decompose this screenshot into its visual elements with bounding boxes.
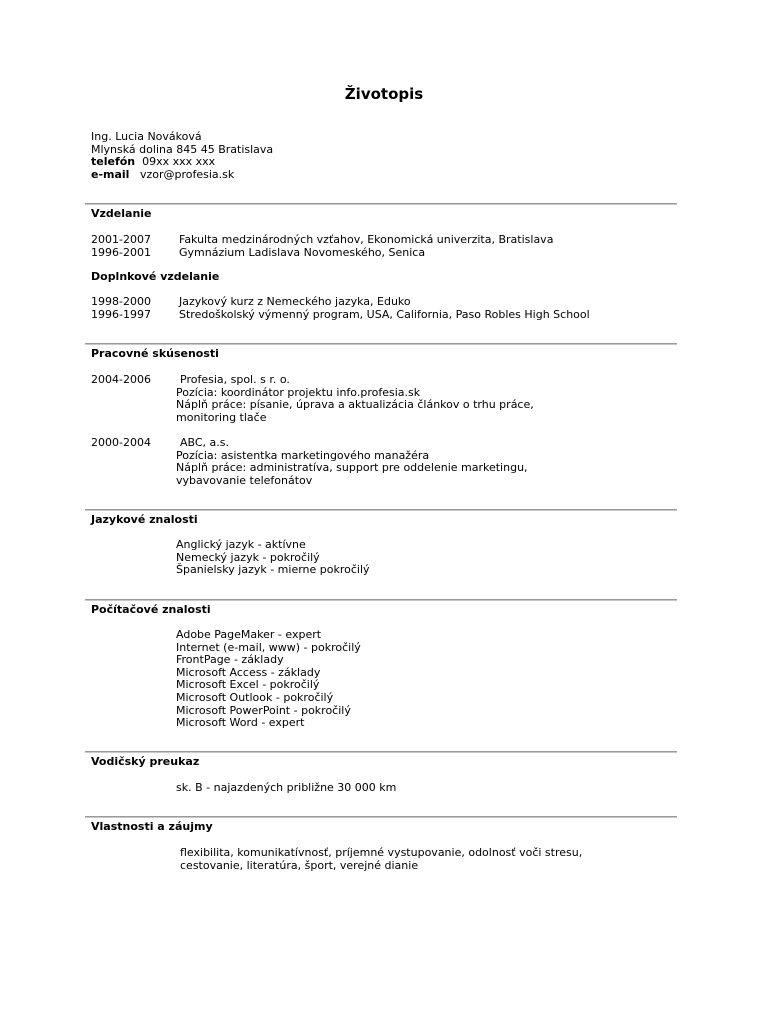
section-divider	[85, 203, 677, 205]
education-years: 1996-2001	[91, 245, 151, 259]
language-item: Anglický jazyk - aktívne	[176, 538, 306, 551]
document-title: Životopis	[344, 85, 424, 103]
language-item: Nemecký jazyk - pokročilý	[176, 550, 320, 564]
experience-details	[176, 450, 528, 488]
experience-company: ABC, a.s.	[180, 436, 230, 449]
computer-item: FrontPage - základy	[176, 653, 284, 667]
additional-education-text: Stredoškolský výmenný program, USA, California, Paso Robles High School	[179, 307, 590, 321]
contact-address: Mlynská dolina 845 45 Bratislava	[91, 142, 274, 156]
experience-position: Pozícia: asistentka marketingového manažéra	[176, 448, 430, 462]
license-heading: Vodičský preukaz	[91, 755, 200, 768]
experience-duties: vybavovanie telefonátov	[176, 473, 313, 487]
section-divider	[85, 343, 677, 345]
experience-position: Pozícia: koordinátor projektu info.profesia.sk	[176, 385, 421, 399]
education-heading: Vzdelanie	[91, 207, 152, 220]
phone-value: 09xx xxx xxx	[142, 155, 216, 169]
contact-email-row	[91, 169, 273, 182]
license-text: sk. B - najazdených približne 30 000 km	[176, 781, 397, 794]
languages-heading: Jazykové znalosti	[91, 513, 198, 526]
interests-line: flexibilita, komunikatívnosť, príjemné vystupovanie, odolnosť voči stresu,	[180, 846, 583, 859]
contact-name: Ing. Lucia Nováková	[91, 130, 202, 143]
education-text: Fakulta medzinárodných vzťahov, Ekonomická univerzita, Bratislava	[179, 233, 554, 246]
interests-heading: Vlastnosti a záujmy	[91, 820, 213, 833]
experience-years: 2004-2006	[91, 373, 151, 386]
contact-block	[91, 131, 273, 181]
experience-heading: Pracovné skúsenosti	[91, 347, 219, 360]
additional-education-years: 1998-2000	[91, 295, 151, 308]
computer-item: Microsoft Access - základy	[176, 665, 321, 679]
computer-item: Microsoft Excel - pokročilý	[176, 678, 320, 692]
computer-item: Microsoft PowerPoint - pokročilý	[176, 703, 351, 717]
experience-duties: Náplň práce: písanie, úprava a aktualizácia článkov o trhu práce,	[176, 398, 534, 412]
email-label: e-mail	[91, 167, 130, 181]
experience-company: Profesia, spol. s r. o.	[180, 373, 290, 386]
additional-education-text: Jazykový kurz z Nemeckého jazyka, Eduko	[179, 295, 411, 308]
interests-line: cestovanie, literatúra, šport, verejné dianie	[180, 858, 419, 872]
computer-heading: Počítačové znalosti	[91, 603, 211, 616]
language-item: Španielsky jazyk - mierne pokročilý	[176, 563, 370, 577]
experience-years: 2000-2004	[91, 436, 151, 449]
education-years: 2001-2007	[91, 233, 151, 246]
experience-duties: Náplň práce: administratíva, support pre oddelenie marketingu,	[176, 461, 528, 475]
email-value: vzor@profesia.sk	[139, 167, 235, 181]
additional-education-item	[91, 309, 590, 322]
experience-duties: monitoring tlače	[176, 410, 267, 424]
section-divider	[85, 751, 677, 753]
computer-item: Adobe PageMaker - expert	[176, 628, 322, 641]
computer-item: Internet (e-mail, www) - pokročilý	[176, 640, 361, 654]
interests-text	[180, 847, 582, 872]
computer-item: Microsoft Word - expert	[176, 716, 305, 730]
computer-item: Microsoft Outlook - pokročilý	[176, 690, 334, 704]
section-divider	[85, 509, 677, 511]
languages-list	[176, 539, 370, 577]
education-text: Gymnázium Ladislava Novomeského, Senica	[179, 245, 426, 259]
additional-education-heading: Doplnkové vzdelanie	[91, 270, 220, 283]
experience-details	[176, 387, 534, 425]
section-divider	[85, 599, 677, 601]
education-item	[91, 247, 425, 260]
phone-label: telefón	[91, 155, 136, 169]
computer-list	[176, 629, 361, 730]
section-divider	[85, 816, 677, 818]
additional-education-years: 1996-1997	[91, 307, 151, 321]
